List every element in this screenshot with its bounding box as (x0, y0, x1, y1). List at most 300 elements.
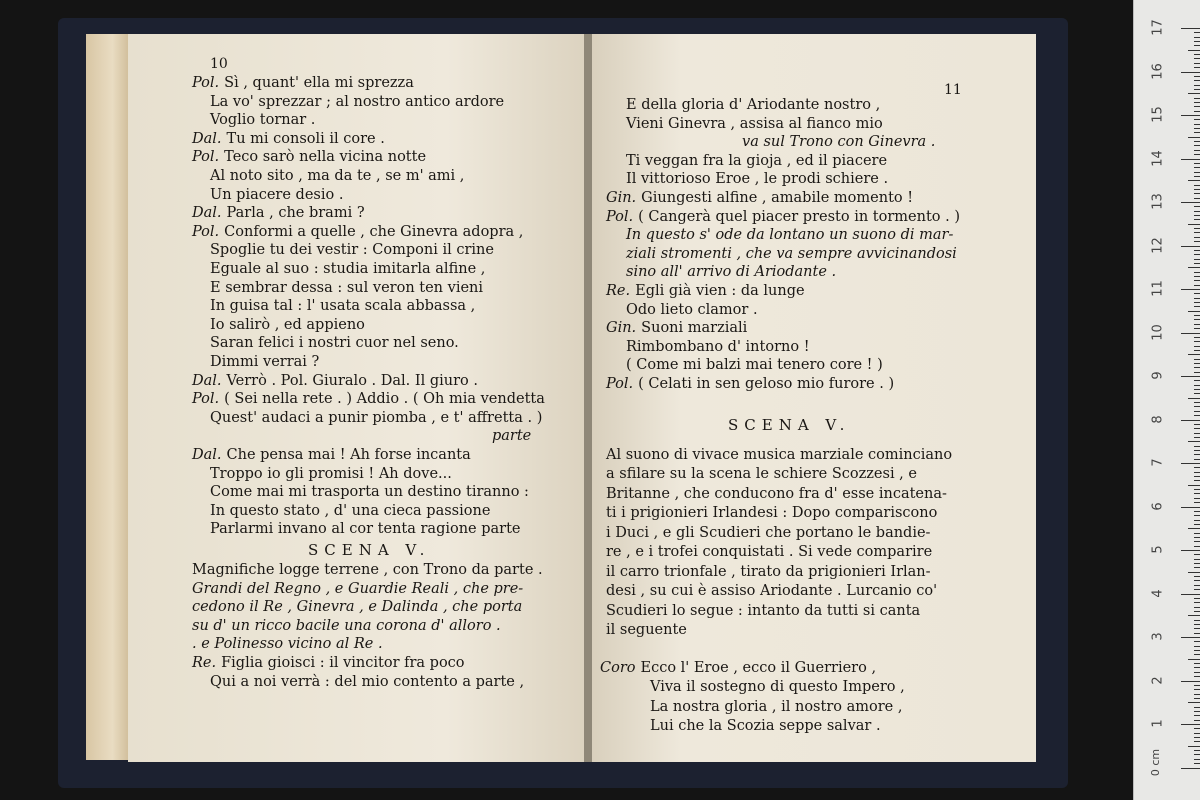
ruler-number: 5 (1150, 545, 1166, 554)
verse-text: Il vittorioso Eroe , le prodi schiere . (626, 171, 889, 188)
ruler-tick (1181, 420, 1200, 421)
ruler-tick (1188, 180, 1200, 181)
ruler-tick (1194, 359, 1200, 360)
script-line (192, 390, 545, 408)
ruler-tick (1194, 763, 1200, 764)
ruler-tick (1194, 424, 1200, 425)
ruler-tick (1194, 733, 1200, 734)
verse-text: Spoglie tu dei vestir : Componi il crine (210, 242, 494, 259)
ruler-tick (1188, 746, 1200, 747)
ruler-tick (1194, 128, 1200, 129)
ruler-tick (1181, 115, 1200, 116)
ruler-tick (1194, 211, 1200, 212)
ruler-tick (1194, 754, 1200, 755)
ruler-tick (1194, 259, 1200, 260)
scene-heading: SCENA V. (308, 541, 431, 559)
ruler-tick (1194, 350, 1200, 351)
ruler-tick (1194, 189, 1200, 190)
script-line (210, 502, 490, 520)
ruler-tick (1194, 89, 1200, 90)
verse-text: Voglio tornar . (210, 112, 316, 129)
ruler-tick (1194, 293, 1200, 294)
ruler-tick (1194, 241, 1200, 242)
ruler-tick (1194, 380, 1200, 381)
ruler-number: 7 (1150, 458, 1166, 467)
stage-direction: In questo s' ode da lontano un suono di mar- (626, 227, 954, 244)
ruler-tick (1194, 198, 1200, 199)
ruler-tick (1194, 67, 1200, 68)
stage-direction: parte (492, 428, 532, 445)
speaker-label: Gin. (606, 190, 637, 206)
verse-text: ( Sei nella rete . ) Addio . ( Oh mia vendetta (224, 391, 545, 408)
ruler-tick (1194, 315, 1200, 316)
ruler-tick (1181, 28, 1200, 29)
ruler-tick (1194, 476, 1200, 477)
ruler-tick (1194, 367, 1200, 368)
ruler-tick (1194, 493, 1200, 494)
ruler-tick (1194, 446, 1200, 447)
speaker-label: Re. (606, 283, 631, 299)
verse-text: Quest' audaci a punir piomba , e t' affretta . ) (210, 409, 543, 426)
verse-text: Io salirò , ed appieno (210, 316, 365, 333)
ruler-tick (1194, 319, 1200, 320)
verse-text: La vo' sprezzar ; al nostro antico ardore (210, 93, 505, 110)
stage-direction-line: il seguente (606, 622, 687, 639)
ruler-tick (1194, 633, 1200, 634)
ruler-tick (1194, 676, 1200, 677)
verse-text: ( Cangerà quel piacer presto in tormento . ) (638, 208, 960, 225)
ruler-tick (1194, 285, 1200, 286)
stage-direction-line: Grandi del Regno , e Guardie Reali , che pre- (192, 580, 524, 597)
ruler-tick (1188, 398, 1200, 399)
ruler-number: 6 (1150, 501, 1166, 511)
ruler-tick (1194, 228, 1200, 229)
ruler-number: 16 (1150, 62, 1166, 80)
ruler-tick (1194, 559, 1200, 560)
verse-text: In questo stato , d' una cieca passione (210, 502, 491, 519)
ruler-tick (1194, 32, 1200, 33)
ruler-tick (1188, 572, 1200, 573)
ruler-number: 13 (1150, 193, 1166, 210)
ruler-tick (1194, 624, 1200, 625)
ruler-number: 4 (1150, 588, 1166, 598)
ruler-tick (1194, 272, 1200, 273)
ruler-number: 14 (1150, 149, 1166, 167)
ruler-tick (1188, 485, 1200, 486)
ruler-tick (1194, 111, 1200, 112)
verse-text: Ecco l' Eroe , ecco il Guerriero , (640, 659, 877, 676)
ruler-tick (1194, 541, 1200, 542)
ruler-tick (1181, 202, 1200, 203)
ruler-tick (1194, 41, 1200, 42)
ruler-tick (1188, 50, 1200, 51)
ruler-tick (1194, 385, 1200, 386)
ruler-tick (1194, 37, 1200, 38)
ruler-tick (1194, 480, 1200, 481)
script-line (626, 245, 957, 263)
verse-text: Qui a noi verrà : del mio contento a parte , (210, 673, 525, 690)
ruler-tick (1194, 80, 1200, 81)
ruler-tick (1194, 628, 1200, 629)
ruler-tick (1188, 311, 1200, 312)
ruler-tick (1181, 246, 1200, 247)
verse-text: Teco sarò nella vicina notte (224, 149, 427, 166)
ruler-tick (1188, 702, 1200, 703)
script-line (210, 167, 464, 185)
ruler-tick (1194, 206, 1200, 207)
ruler-tick (1194, 489, 1200, 490)
script-line (210, 111, 315, 129)
stage-direction-line: Magnifiche logge terrene , con Trono da parte . (192, 562, 543, 578)
ruler-tick (1181, 594, 1200, 595)
ruler-tick (1194, 524, 1200, 525)
ruler-number: 11 (1150, 280, 1166, 297)
ruler-number: 12 (1150, 236, 1166, 254)
verse-text: Giungesti alfine , amabile momento ! (641, 190, 914, 206)
ruler-tick (1194, 533, 1200, 534)
script-line (626, 115, 883, 133)
ruler-tick (1194, 150, 1200, 151)
chorus-line (600, 659, 876, 677)
ruler-tick (1194, 467, 1200, 468)
ruler-tick (1194, 393, 1200, 394)
ruler-tick (1188, 93, 1200, 94)
ruler-tick (1188, 224, 1200, 225)
verse-text: Parla , che brami ? (226, 205, 365, 222)
ruler-number: 10 (1150, 323, 1166, 341)
ruler-tick (1194, 737, 1200, 738)
ruler-tick (1181, 333, 1200, 334)
verse-text: Come mai mi trasporta un destino tiranno : (210, 484, 529, 501)
verse-text: Eguale al suo : studia imitarla alfine , (210, 261, 486, 277)
script-line (606, 375, 894, 393)
ruler-tick (1194, 728, 1200, 729)
script-line (626, 170, 888, 188)
ruler-tick (1194, 546, 1200, 547)
ruler-tick (1194, 85, 1200, 86)
ruler-tick (1194, 515, 1200, 516)
stage-direction-line: Scudieri lo segue : intanto da tutti si canta (606, 602, 921, 619)
script-line (626, 301, 758, 319)
verse-text: Troppo io gli promisi ! Ah dove... (210, 465, 452, 482)
stage-direction-line: su d' un ricco bacile una corona d' alloro . (192, 617, 501, 634)
ruler-tick (1194, 219, 1200, 220)
ruler-tick (1188, 137, 1200, 138)
ruler-tick (1194, 720, 1200, 721)
ruler-tick (1188, 659, 1200, 660)
stage-direction-line: re , e i trofei conquistati . Si vede comparire (606, 544, 933, 561)
ruler-tick (1194, 454, 1200, 455)
ruler-tick (1194, 402, 1200, 403)
ruler-tick (1194, 254, 1200, 255)
verse-text: E della gloria d' Ariodante nostro , (626, 97, 881, 113)
stage-direction-line: i Duci , e gli Scudieri che portano le bandie- (606, 524, 931, 541)
verse-text: Egli già vien : da lunge (635, 283, 805, 299)
page-number: 10 (210, 56, 228, 72)
stage-direction-line: il carro trionfale , tirato da prigionieri Irlan- (606, 563, 931, 580)
ruler-tick (1181, 376, 1200, 377)
ruler-tick (1194, 167, 1200, 168)
ruler-tick (1181, 550, 1200, 551)
verse-text: Conformi a quelle , che Ginevra adopra , (224, 223, 524, 240)
ruler-tick (1194, 124, 1200, 125)
ruler-tick (1194, 58, 1200, 59)
ruler-tick (1194, 715, 1200, 716)
ruler-tick (1194, 689, 1200, 690)
ruler-number: 2 (1150, 675, 1166, 685)
script-line (606, 319, 747, 337)
stage-direction: sino all' arrivo di Ariodante . (626, 264, 837, 281)
script-line (192, 223, 523, 241)
ruler-tick (1194, 193, 1200, 194)
ruler-tick (1194, 707, 1200, 708)
speaker-label: Pol. (606, 208, 634, 225)
verse-text: Verrò . Pol. Giuralo . Dal. Il giuro . (226, 372, 478, 389)
ruler-tick (1181, 72, 1200, 73)
ruler-tick (1194, 215, 1200, 216)
script-line (192, 372, 478, 390)
ruler-tick (1194, 372, 1200, 373)
ruler-tick (1194, 520, 1200, 521)
ruler-tick (1194, 611, 1200, 612)
ruler-tick (1181, 289, 1200, 290)
verse-text: Al noto sito , ma da te , se m' ami , (210, 168, 465, 184)
ruler-tick (1181, 768, 1200, 769)
ruler-tick (1194, 132, 1200, 133)
ruler-tick (1194, 298, 1200, 299)
ruler-tick (1194, 498, 1200, 499)
verse-text: In guisa tal : l' usata scala abbassa , (210, 298, 476, 315)
ruler-tick (1194, 641, 1200, 642)
script-line (606, 189, 913, 207)
stage-direction-line: . e Polinesso vicino al Re . (192, 636, 383, 653)
script-line (626, 338, 810, 356)
ruler-tick (1194, 324, 1200, 325)
chorus-line (650, 678, 905, 696)
script-line (210, 241, 494, 259)
ruler-tick (1194, 585, 1200, 586)
chorus-line (650, 717, 881, 735)
ruler-tick (1194, 598, 1200, 599)
verse-text: La nostra gloria , il nostro amore , (650, 698, 903, 715)
ruler-tick (1194, 76, 1200, 77)
ruler-tick (1194, 232, 1200, 233)
stage-direction: ziali stromenti , che va sempre avvicinandosi (626, 245, 957, 262)
script-line (210, 297, 475, 315)
ruler-tick (1194, 54, 1200, 55)
verse-text: Sì , quant' ella mi sprezza (224, 75, 414, 91)
script-line (626, 263, 836, 281)
ruler-tick (1194, 306, 1200, 307)
speaker-label: Re. (192, 655, 217, 671)
ruler-tick (1194, 567, 1200, 568)
ruler-tick (1188, 354, 1200, 355)
verse-text: Figlia gioisci : il vincitor fra poco (221, 655, 465, 671)
verse-text: Rimbombano d' intorno ! (626, 338, 810, 355)
ruler-tick (1194, 537, 1200, 538)
speaker-label: Gin. (606, 320, 637, 337)
ruler-number: 1 (1150, 719, 1166, 728)
ruler-tick (1194, 119, 1200, 120)
ruler-tick (1194, 185, 1200, 186)
ruler-tick (1194, 459, 1200, 460)
script-line (626, 226, 953, 244)
ruler-tick (1194, 141, 1200, 142)
script-line (210, 409, 542, 427)
ruler-tick (1194, 263, 1200, 264)
ruler-tick (1194, 172, 1200, 173)
ruler-tick (1194, 437, 1200, 438)
chorus-line (650, 698, 902, 716)
script-line (210, 673, 524, 691)
ruler-tick (1194, 276, 1200, 277)
script-line (210, 186, 343, 204)
right-page (592, 34, 1036, 762)
speaker-label: Pol. (192, 391, 220, 408)
ruler-tick (1194, 602, 1200, 603)
ruler-tick (1181, 681, 1200, 682)
script-line (210, 334, 459, 352)
stage-direction-line: desi , su cui è assiso Ariodante . Lurcanio co' (606, 583, 938, 600)
ruler-tick (1181, 463, 1200, 464)
ruler-tick (1194, 607, 1200, 608)
ruler-tick (1194, 237, 1200, 238)
speaker-label: Dal. (192, 205, 222, 222)
ruler-tick (1194, 433, 1200, 434)
script-line (606, 208, 960, 226)
ruler-tick (1194, 176, 1200, 177)
ruler-tick (1194, 650, 1200, 651)
ruler-tick (1194, 411, 1200, 412)
ruler-tick (1194, 654, 1200, 655)
stage-direction: va sul Trono con Ginevra . (742, 134, 936, 151)
ruler-tick (1194, 154, 1200, 155)
script-line (210, 465, 452, 483)
ruler-tick (1194, 663, 1200, 664)
verse-text: Che pensa mai ! Ah forse incanta (226, 447, 471, 463)
speaker-label: Pol. (606, 376, 634, 392)
ruler-tick (1194, 406, 1200, 407)
ruler-tick (1194, 741, 1200, 742)
ruler-tick (1194, 554, 1200, 555)
verse-text: Parlarmi invano al cor tenta ragione parte (210, 521, 521, 538)
ruler-tick (1194, 63, 1200, 64)
script-line (210, 353, 319, 371)
script-line (192, 74, 414, 92)
ruler-tick (1188, 441, 1200, 442)
measurement-ruler (1133, 0, 1200, 800)
script-line (192, 446, 471, 464)
page-number: 11 (944, 82, 962, 98)
ruler-tick (1194, 711, 1200, 712)
verse-text: ( Celati in sen geloso mio furore . ) (638, 376, 895, 392)
left-page (128, 34, 584, 762)
ruler-tick (1181, 507, 1200, 508)
script-line (626, 152, 887, 170)
ruler-tick (1194, 415, 1200, 416)
ruler-tick (1194, 750, 1200, 751)
ruler-tick (1194, 102, 1200, 103)
verse-text: E sembrar dessa : sul veron ten vieni (210, 279, 484, 296)
verse-text: Saran felici i nostri cuor nel seno. (210, 335, 459, 352)
script-line (210, 279, 483, 297)
ruler-tick (1194, 389, 1200, 390)
verse-text: Ti veggan fra la gioja , ed il piacere (626, 152, 888, 169)
ruler-tick (1194, 145, 1200, 146)
ruler-tick (1194, 163, 1200, 164)
ruler-tick (1194, 589, 1200, 590)
ruler-tick (1194, 45, 1200, 46)
ruler-tick (1194, 698, 1200, 699)
ruler-tick (1194, 250, 1200, 251)
book-gutter (584, 34, 592, 762)
ruler-tick (1194, 502, 1200, 503)
scene-heading: SCENA V. (728, 415, 851, 434)
ruler-tick (1194, 450, 1200, 451)
speaker-label: Dal. (192, 372, 222, 389)
script-line (210, 316, 365, 334)
script-line (626, 96, 880, 114)
verse-text: Viva il sostegno di questo Impero , (650, 679, 905, 696)
ruler-tick (1194, 576, 1200, 577)
script-line (210, 483, 529, 501)
verse-text: Vieni Ginevra , assisa al fianco mio (626, 115, 883, 132)
stage-direction-line: a sfilare su la scena le schiere Scozzesi , e (606, 466, 917, 483)
ruler-tick (1194, 346, 1200, 347)
ruler-tick (1194, 472, 1200, 473)
ruler-tick (1194, 363, 1200, 364)
ruler-tick (1194, 337, 1200, 338)
verse-text: Lui che la Scozia seppe salvar . (650, 718, 881, 735)
script-line (492, 427, 531, 445)
ruler-unit-label: 0 cm (1149, 748, 1163, 777)
ruler-number: 15 (1150, 106, 1166, 123)
ruler-tick (1188, 615, 1200, 616)
ruler-tick (1194, 302, 1200, 303)
ruler-tick (1194, 646, 1200, 647)
verse-text: Tu mi consoli il core . (226, 130, 385, 147)
page-stack-edge (86, 34, 134, 760)
verse-text: Dimmi verrai ? (210, 354, 320, 370)
verse-text: Odo lieto clamor . (626, 301, 758, 318)
speaker-label: Dal. (192, 130, 222, 147)
ruler-tick (1181, 637, 1200, 638)
speaker-label: Pol. (192, 75, 220, 91)
ruler-tick (1194, 672, 1200, 673)
script-line (210, 260, 485, 278)
speaker-label: Coro (600, 659, 636, 676)
ruler-tick (1188, 267, 1200, 268)
speaker-label: Dal. (192, 447, 222, 463)
stage-direction-line: cedono il Re , Ginevra , e Dalinda , che porta (192, 599, 523, 616)
script-line (192, 130, 385, 148)
ruler-number: 17 (1150, 19, 1166, 36)
ruler-tick (1181, 724, 1200, 725)
stage-direction-line: Al suono di vivace musica marziale cominciano (606, 446, 953, 463)
ruler-tick (1188, 528, 1200, 529)
ruler-tick (1194, 428, 1200, 429)
script-line (192, 654, 465, 672)
script-line (626, 356, 883, 374)
script-line (606, 282, 805, 300)
ruler-tick (1194, 341, 1200, 342)
speaker-label: Pol. (192, 149, 220, 166)
verse-text: Un piacere desio . (210, 186, 344, 203)
ruler-tick (1194, 667, 1200, 668)
stage-direction-line: ti i prigionieri Irlandesi : Dopo compariscono (606, 505, 938, 522)
script-line (210, 520, 521, 538)
ruler-tick (1194, 580, 1200, 581)
